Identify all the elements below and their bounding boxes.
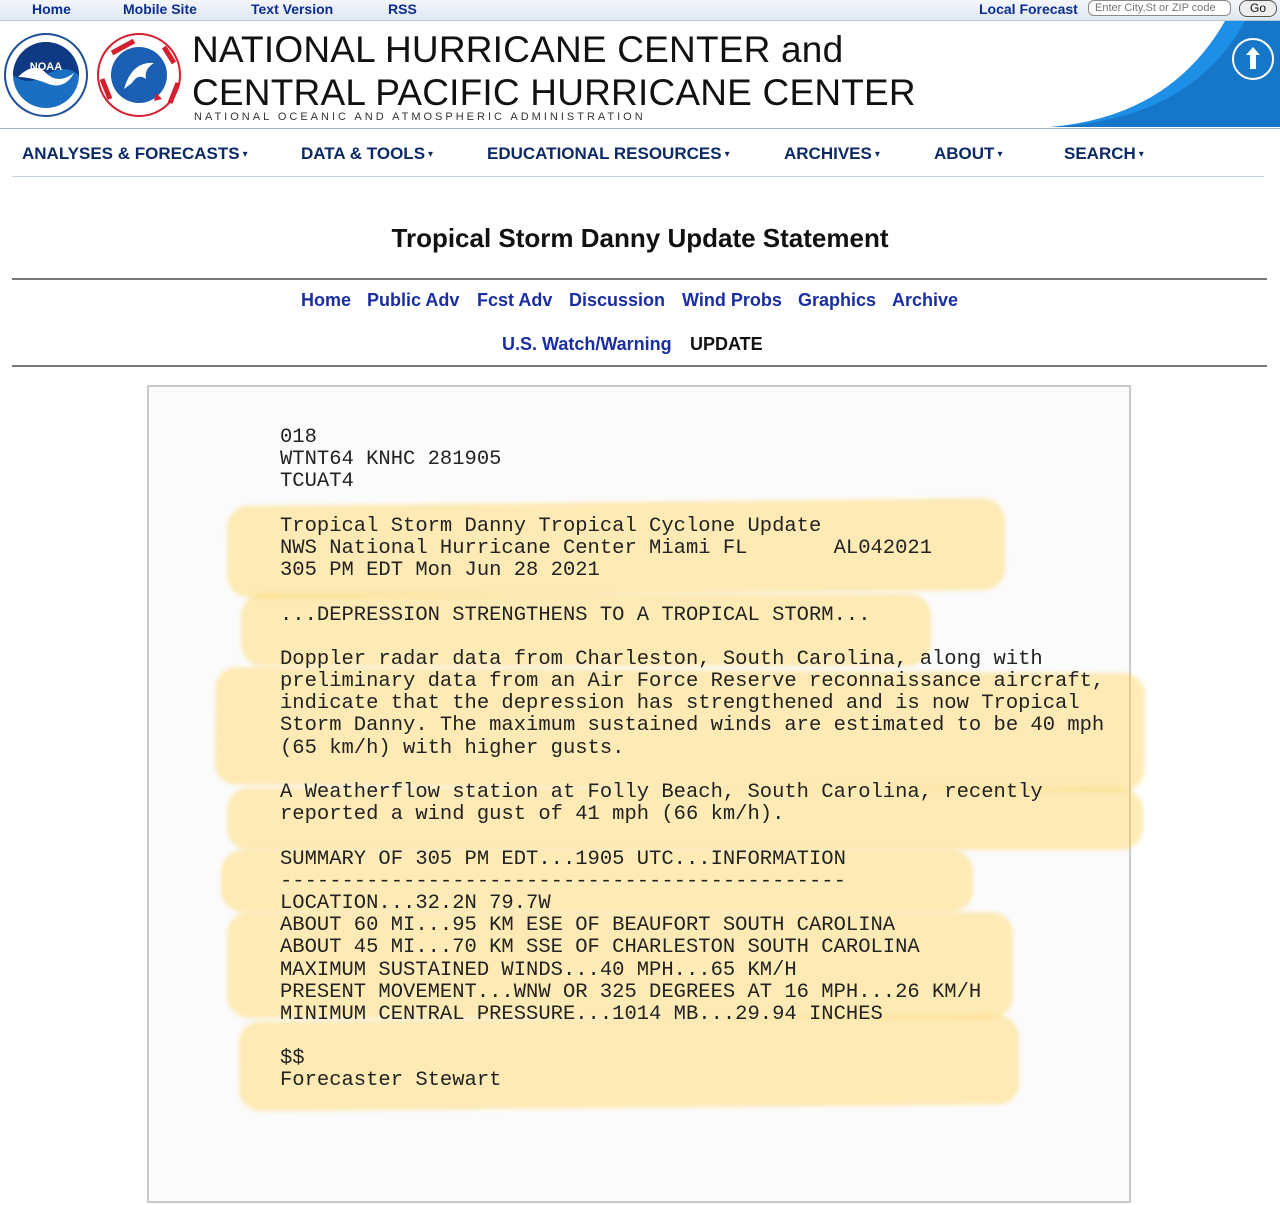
product-line: indicate that the depression has strengthened and is now Tropical: [280, 692, 1080, 716]
product-line: reported a wind gust of 41 mph (66 km/h).: [280, 803, 785, 827]
page-title: Tropical Storm Danny Update Statement: [391, 223, 889, 253]
topbar-rss-link[interactable]: RSS: [388, 1, 417, 17]
subnav-watch-warning-link[interactable]: U.S. Watch/Warning: [502, 334, 672, 354]
product-line: TCUAT4: [280, 470, 354, 494]
product-line: LOCATION...32.2N 79.7W: [280, 891, 551, 915]
product-line: Forecaster Stewart: [280, 1069, 502, 1093]
product-line: MAXIMUM SUSTAINED WINDS...40 MPH...65 KM/H: [280, 958, 797, 982]
nav-search[interactable]: SEARCH ▾: [1064, 144, 1144, 163]
product-line: ABOUT 45 MI...70 KM SSE OF CHARLESTON SOUTH CAROLINA: [280, 936, 920, 960]
main-nav: [12, 130, 1264, 177]
subnav-wind-probs-link[interactable]: Wind Probs: [682, 290, 782, 310]
subnav-current-update: UPDATE: [690, 334, 763, 354]
divider: [12, 365, 1267, 367]
product-line: Tropical Storm Danny Tropical Cyclone Update: [280, 514, 822, 538]
nav-about[interactable]: ABOUT ▾: [934, 144, 1003, 163]
nav-educational-resources[interactable]: EDUCATIONAL RESOURCES ▾: [487, 144, 730, 163]
subnav-fcst-adv-link[interactable]: Fcst Adv: [477, 290, 553, 310]
product-line: $$: [280, 1047, 305, 1071]
topbar-mobile-site-link[interactable]: Mobile Site: [123, 1, 197, 17]
subnav-home-link[interactable]: Home: [301, 290, 352, 310]
header-swoosh-decoration: [1050, 21, 1280, 127]
subnav-public-adv-link[interactable]: Public Adv: [367, 290, 460, 310]
nav-analyses-forecasts[interactable]: ANALYSES & FORECASTS ▾: [22, 144, 248, 163]
product-line: PRESENT MOVEMENT...WNW OR 325 DEGREES AT 16 MPH...26 KM/H: [280, 980, 982, 1004]
product-line: [280, 494, 1104, 516]
nws-logo[interactable]: [94, 33, 184, 117]
product-line: 018: [280, 426, 317, 449]
product-line: WTNT64 KNHC 281905: [280, 448, 502, 472]
product-line: A Weatherflow station at Folly Beach, South Carolina, recently: [280, 781, 1043, 804]
header-subtitle: NATIONAL OCEANIC AND ATMOSPHERIC ADMINISTRATION: [194, 111, 646, 123]
chevron-down-icon: ▾: [724, 149, 730, 160]
product-line: Doppler radar data from Charleston, South Carolina, along with: [280, 647, 1043, 671]
product-line: SUMMARY OF 305 PM EDT...1905 UTC...INFORMATION: [280, 847, 846, 871]
local-forecast-search-input[interactable]: [1088, 0, 1231, 16]
product-line: [280, 627, 1104, 649]
nav-archives[interactable]: ARCHIVES ▾: [784, 144, 880, 163]
chevron-down-icon: ▾: [1138, 149, 1144, 160]
local-forecast-label: Local Forecast: [979, 1, 1078, 17]
subnav-archive-link[interactable]: Archive: [892, 290, 959, 310]
product-line: (65 km/h) with higher gusts.: [280, 736, 625, 760]
product-line: [280, 826, 1104, 848]
subnav-graphics-link[interactable]: Graphics: [798, 290, 877, 310]
chevron-down-icon: ▾: [997, 149, 1003, 160]
product-line: 305 PM EDT Mon Jun 28 2021: [280, 559, 600, 583]
product-line: [280, 582, 1104, 604]
header-title-line1: NATIONAL HURRICANE CENTER and: [192, 29, 844, 70]
chevron-down-icon: ▾: [428, 149, 434, 160]
product-text-box: [147, 385, 1131, 1203]
top-utility-bar: [0, 0, 1280, 21]
topbar-text-version-link[interactable]: Text Version: [251, 1, 334, 17]
noaa-logo-text: NOAA: [29, 61, 63, 73]
product-text: [280, 427, 1104, 1093]
header-title-line2: CENTRAL PACIFIC HURRICANE CENTER: [192, 72, 916, 113]
subnav-discussion-link[interactable]: Discussion: [569, 290, 666, 310]
product-line: MINIMUM CENTRAL PRESSURE...1014 MB...29.94 INCHES: [280, 1002, 883, 1026]
product-line: ----------------------------------------------: [280, 869, 846, 893]
nav-data-tools[interactable]: DATA & TOOLS ▾: [301, 144, 434, 163]
product-headline: ...DEPRESSION STRENGTHENS TO A TROPICAL STORM...: [280, 603, 871, 627]
site-header: [0, 21, 1280, 129]
product-line: [280, 1026, 1104, 1048]
product-line: preliminary data from an Air Force Reserve reconnaissance aircraft,: [280, 670, 1105, 694]
topbar-home-link[interactable]: Home: [32, 1, 71, 17]
chevron-down-icon: ▾: [874, 149, 880, 160]
chevron-down-icon: ▾: [242, 149, 248, 160]
product-line: Storm Danny. The maximum sustained winds are estimated to be 40 mph: [280, 714, 1105, 738]
product-line: [280, 760, 1104, 782]
product-line: NWS National Hurricane Center Miami FL AL042021: [280, 536, 933, 560]
go-button[interactable]: Go: [1239, 0, 1277, 17]
divider: [12, 278, 1267, 280]
product-line: ABOUT 60 MI...95 KM ESE OF BEAUFORT SOUTH CAROLINA: [280, 914, 896, 938]
noaa-logo[interactable]: [4, 33, 88, 117]
